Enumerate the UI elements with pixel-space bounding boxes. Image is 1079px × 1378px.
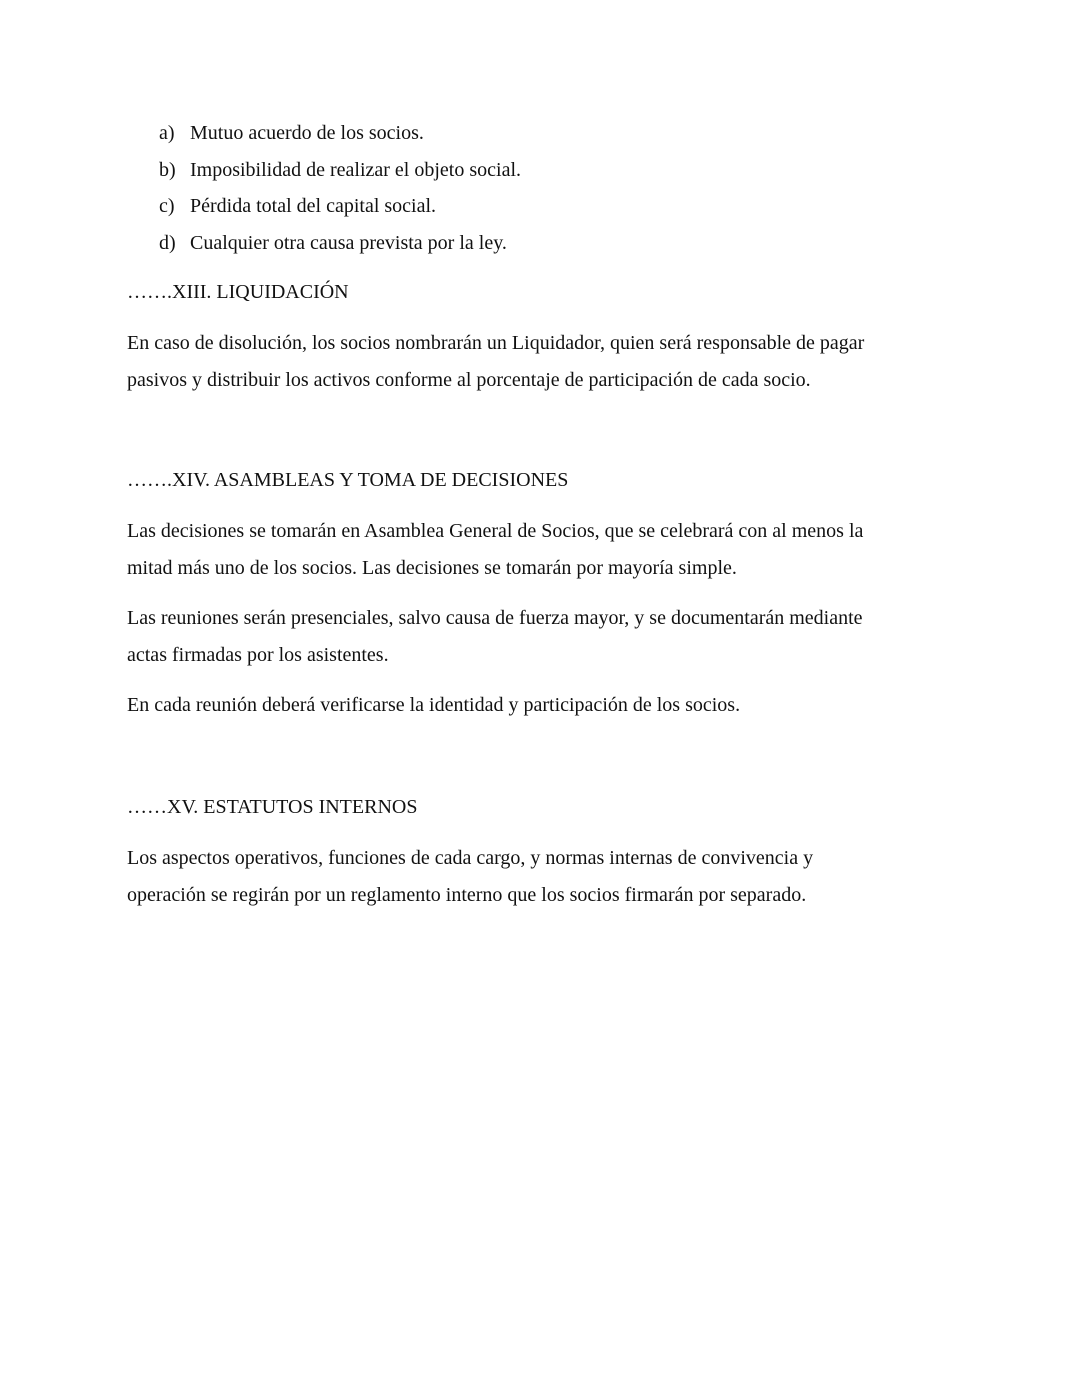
paragraph-line: mitad más uno de los socios. Las decisiones se tomarán por mayoría simple.: [127, 557, 737, 579]
paragraph-asambleas-1: [127, 513, 927, 587]
paragraph-line: actas firmadas por los asistentes.: [127, 644, 389, 666]
paragraph-estatutos: [127, 840, 927, 914]
list-marker: c): [159, 195, 175, 217]
list-item-text: Mutuo acuerdo de los socios.: [190, 122, 424, 144]
paragraph-line: Los aspectos operativos, funciones de cada cargo, y normas internas de convivencia y: [127, 847, 814, 869]
paragraph-line: En caso de disolución, los socios nombrarán un Liquidador, quien será responsable de pagar: [127, 332, 865, 354]
list-item: [159, 156, 521, 193]
paragraph-line: En cada reunión deberá verificarse la identidad y participación de los socios.: [127, 694, 741, 716]
list-marker: b): [159, 158, 176, 181]
paragraph-line: pasivos y distribuir los activos conforme al porcentaje de participación de cada socio.: [127, 369, 811, 391]
list-item-text: Pérdida total del capital social.: [190, 195, 437, 217]
section-heading-liquidacion: …….XIII. LIQUIDACIÓN: [127, 281, 349, 303]
paragraph-line: Las reuniones serán presenciales, salvo causa de fuerza mayor, y se documentarán mediante: [127, 607, 863, 629]
list-item: [159, 229, 521, 266]
paragraph-asambleas-2: [127, 600, 927, 674]
section-heading-estatutos: ……XV. ESTATUTOS INTERNOS: [127, 796, 418, 818]
list-item: [159, 192, 521, 229]
list-item-text: Cualquier otra causa prevista por la ley.: [190, 231, 507, 254]
list-item-text: Imposibilidad de realizar el objeto social.: [190, 158, 521, 181]
list-marker: a): [159, 122, 175, 144]
paragraph-line: operación se regirán por un reglamento interno que los socios firmarán por separado.: [127, 884, 807, 906]
list-item: [159, 119, 521, 156]
section-heading-asambleas: …….XIV. ASAMBLEAS Y TOMA DE DECISIONES: [127, 469, 569, 491]
list-marker: d): [159, 231, 176, 254]
paragraph-line: Las decisiones se tomarán en Asamblea General de Socios, que se celebrará con al menos la: [127, 520, 864, 542]
paragraph-asambleas-3: [127, 687, 927, 724]
paragraph-liquidacion: [127, 325, 927, 399]
dissolution-causes-list: [159, 119, 521, 265]
